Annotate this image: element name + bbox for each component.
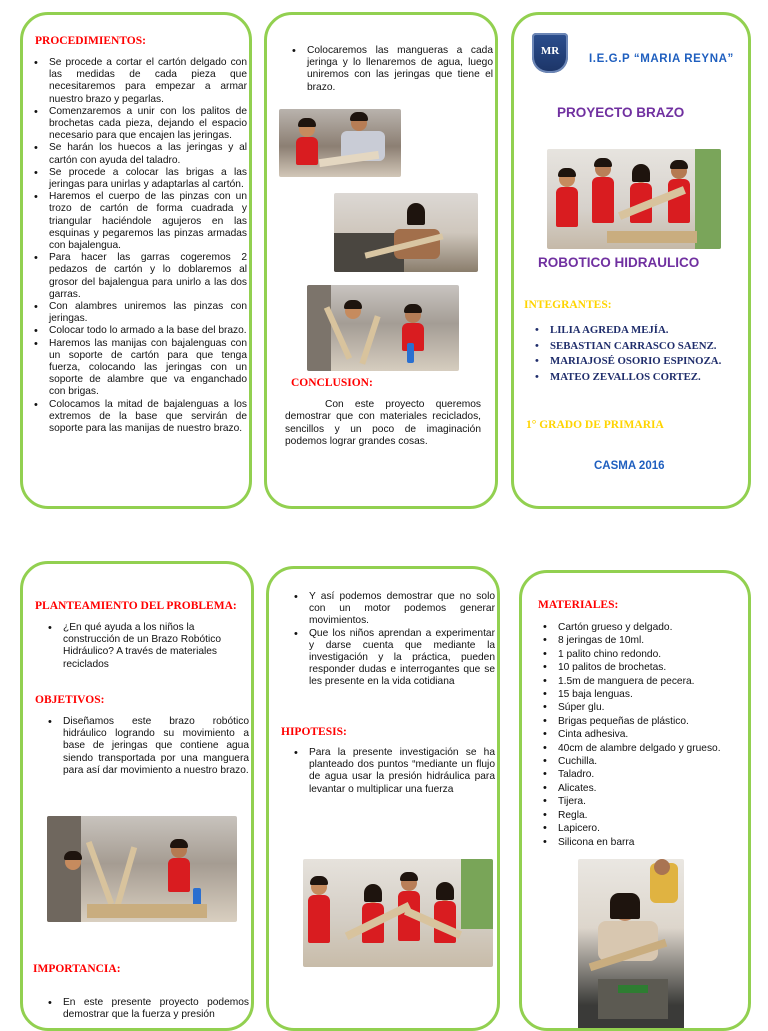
importance-heading: IMPORTANCIA:	[33, 963, 121, 975]
photo-children-working-1	[279, 109, 401, 177]
objectives-list	[43, 716, 249, 777]
hypothesis-heading: HIPOTESIS:	[281, 726, 347, 738]
list-item: • MATEO ZEVALLOS CORTEZ.	[530, 370, 748, 386]
members-list	[530, 323, 748, 385]
list-item: • Colocar todo lo armado a la base del brazo.	[29, 325, 247, 337]
list-item: • 8 jeringas de 10ml.	[538, 634, 748, 647]
list-item: • 10 palitos de brochetas.	[538, 661, 748, 674]
list-item: • MARIAJOSÉ OSORIO ESPINOZA.	[530, 354, 748, 370]
list-item: • Taladro.	[538, 768, 748, 781]
members-heading: INTEGRANTES:	[524, 299, 612, 311]
school-logo-text: MR	[540, 45, 560, 57]
list-item: • Con alambres uniremos las pinzas con jeringas.	[29, 301, 247, 325]
list-item: • Silicona en barra	[538, 836, 748, 849]
list-item: • Alicates.	[538, 782, 748, 795]
problem-heading: PLANTEAMIENTO DEL PROBLEMA:	[35, 600, 237, 612]
list-item: • Lapicero.	[538, 822, 748, 835]
panel-continuacion	[264, 12, 498, 509]
photo-girl-assembling	[334, 193, 478, 272]
list-item: • Que los niños aprendan a experimentar y darse cuenta que mediante la investigación y la práctica, pueden responder dudas e interrogantes que se les presente en la vida cotidiana	[289, 628, 495, 689]
list-item: • Cuchilla.	[538, 755, 748, 768]
place-year: CASMA 2016	[594, 460, 665, 472]
hypothesis-list	[289, 747, 495, 796]
panel-materiales	[519, 570, 751, 1031]
school-logo	[532, 33, 568, 73]
materials-heading: MATERIALES:	[538, 599, 619, 611]
list-item: • Se procede a colocar las brigas a las jeringas para unirlas y adaptarlas al cartón.	[29, 167, 247, 191]
conclusion-text: Con este proyecto queremos demostrar que con materiales reciclados, sencillos y un poco de imaginación podemos lograr grandes cosas.	[285, 399, 481, 447]
list-item: • Regla.	[538, 809, 748, 822]
list-item: • Para la presente investigación se ha planteado dos puntos “mediante un flujo de agua usar la presión hidráulica para levantar o multiplicar una fuerza	[289, 747, 495, 796]
objectives-heading: OBJETIVOS:	[35, 694, 105, 706]
materials-list	[538, 621, 748, 849]
continuacion-list	[287, 45, 493, 94]
problem-list	[43, 622, 239, 671]
photo-children-testing-arm	[307, 285, 459, 371]
panel-procedimientos	[20, 12, 252, 509]
list-item: • Haremos las manijas con bajalenguas con un soporte de cartón para que tenga fuerza, colocando las jeringas con un soporte de alambre que va enganchado con brigas.	[29, 338, 247, 399]
photo-group-with-arm	[547, 149, 721, 249]
list-item: • Diseñamos este brazo robótico hidráulico logrando su movimiento a base de jeringas que contiene agua siendo transportada por una manguera para así dar movimiento a nuestro brazo.	[43, 716, 249, 777]
conclusion-heading: CONCLUSION:	[291, 377, 373, 389]
list-item: • Colocaremos las mangueras a cada jeringa y lo llenaremos de agua, luego uniremos con las jeringas que tiene el brazo.	[287, 45, 493, 94]
list-item: • Tijera.	[538, 795, 748, 808]
list-item: • Se harán los huecos a las jeringas y al cartón con ayuda del taladro.	[29, 142, 247, 166]
list-item: • En este presente proyecto podemos demostrar que la fuerza y presión	[43, 997, 249, 1021]
grade-label: 1° GRADO DE PRIMARIA	[526, 419, 664, 431]
list-item: • 15 baja lenguas.	[538, 688, 748, 701]
list-item: • Y así podemos demostrar que no solo con un motor podemos generar movimientos.	[289, 591, 495, 628]
list-item: • Cinta adhesiva.	[538, 728, 748, 741]
importance-list	[43, 997, 249, 1021]
procedimientos-list	[29, 57, 247, 435]
list-item: • Para hacer las garras cogeremos 2 pedazos de cartón y lo doblaremos al grosor del bajalengua para unirlo a las dos garras.	[29, 252, 247, 301]
photo-boy-with-arm	[47, 816, 237, 922]
list-item: • 1 palito chino redondo.	[538, 648, 748, 661]
photo-group-presenting-arm	[303, 859, 493, 967]
project-title: PROYECTO BRAZO	[557, 105, 685, 120]
procedimientos-heading: PROCEDIMIENTOS:	[35, 35, 146, 47]
panel-portada	[511, 12, 751, 509]
list-item: • Cartón grueso y delgado.	[538, 621, 748, 634]
list-item: • Haremos el cuerpo de las pinzas con un trozo de cartón de forma cuadrada y triangular haciéndole agujeros en las esquinas y pegaremos las pinzas armadas con bajalengua.	[29, 191, 247, 252]
list-item: • 1.5m de manguera de pecera.	[538, 675, 748, 688]
motivation-list	[289, 591, 495, 689]
project-subtitle: ROBOTICO HIDRAULICO	[538, 255, 700, 270]
list-item: • ¿En qué ayuda a los niños la construcción de un Brazo Robótico Hidráulico? A través de materiales reciclados	[43, 622, 239, 671]
panel-hipotesis	[266, 566, 500, 1031]
school-name: I.E.G.P “MARIA REYNA”	[589, 53, 734, 65]
list-item: • SEBASTIAN CARRASCO SAENZ.	[530, 339, 748, 355]
list-item: • Se procede a cortar el cartón delgado con las medidas de cada pieza que necesitaremos para empezar a armar nuestro brazo y pegarlas.	[29, 57, 247, 106]
list-item: • Brigas pequeñas de plástico.	[538, 715, 748, 728]
list-item: • LILIA AGREDA MEJÍA.	[530, 323, 748, 339]
panel-planteamiento	[20, 561, 254, 1031]
list-item: • Súper glu.	[538, 701, 748, 714]
photo-girl-gluing	[578, 859, 684, 1031]
list-item: • Colocamos la mitad de bajalenguas a los extremos de la base que servirán de soporte para las manijas de nuestro brazo.	[29, 399, 247, 436]
list-item: • Comenzaremos a unir con los palitos de brochetas cada pieza, dejando el espacio necesario para que encajen las jeringas.	[29, 106, 247, 143]
list-item: • 40cm de alambre delgado y grueso.	[538, 742, 748, 755]
